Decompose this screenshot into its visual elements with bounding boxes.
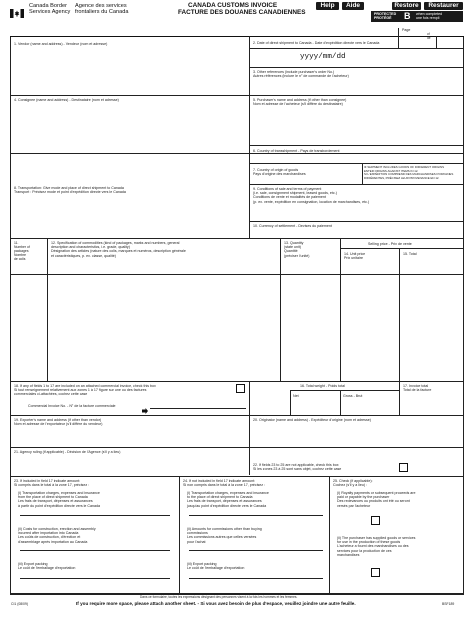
field-14-unit-price-label: 14. Unit price Prix unitaire <box>344 252 366 261</box>
field-6-transshipment-label: 6. Country of transshipment - Pays de transbordement <box>253 149 340 153</box>
restaurer-button[interactable]: Restaurer <box>424 2 463 10</box>
commercial-invoice-input[interactable] <box>150 400 246 408</box>
field-13-quantity-label: 13. Quantity (state unit) Quantité (préciser l'unité) <box>284 241 310 258</box>
field-5-purchaser-input[interactable] <box>253 108 461 144</box>
field-4-consignee-label: 4. Consignee (name and address) - Destinataire (nom et adresse) <box>14 98 119 102</box>
field-24-i-input[interactable] <box>189 508 323 515</box>
protected-badge <box>371 11 463 22</box>
field-24-i-label: (i) Transportation charges, expenses and insurance to the place of direct shipment to Canada Les frais de transport, dépenses et assurances jusqu'au point d'expédition directe vers le Canada <box>187 491 269 508</box>
form-title-fr: FACTURE DES DOUANES CANADIENNES <box>178 9 306 16</box>
commercial-invoice-label: Commercial Invoice No. - N° de la facture commerciale <box>28 404 116 408</box>
page-label: Page <box>402 28 411 32</box>
field-25-label: 25. Check (if applicable): Cochez (s'il y a lieu) : <box>333 479 373 488</box>
agency-name-fr: Agence des services frontaliers du Canada <box>75 3 129 16</box>
field-24-label: 24. If not included in field 17 indicate amount: Si non compris dans le total à la zone 17, précisez : <box>183 479 266 488</box>
field-9-conditions-input[interactable] <box>253 205 461 220</box>
field-2-date-label: 2. Date of direct shipment to Canada - Date d'expédition directe vers le Canada <box>253 41 380 45</box>
protected-letter: B <box>404 11 411 21</box>
field-23-i-input[interactable] <box>20 508 170 515</box>
field-19-exporter-label: 19. Exporter's name and address (if other than vendor) Nom et adresse de l'exportateur (s'il diffère du vendeur) <box>14 418 103 427</box>
arrow-icon <box>142 401 148 407</box>
page-of-label: of de <box>427 32 431 40</box>
field-8-transport-input[interactable] <box>14 196 246 236</box>
net-weight-input[interactable] <box>291 400 339 414</box>
item-total-input[interactable] <box>400 275 463 380</box>
form-title-en: CANADA CUSTOMS INVOICE <box>188 2 278 9</box>
field-18-label: 18. If any of fields 1 to 17 are included on an attached commercial invoice, check this box Si tout renseignement relativement aux zones 1 à 17 figure sur une ou des factures commerciales ci-attachées, cochez cette case <box>14 384 156 397</box>
field-22-checkbox[interactable] <box>399 463 408 472</box>
bar-code-label: BSF189 <box>442 602 455 606</box>
field-23-ii-input[interactable] <box>20 543 170 550</box>
field-7-origin-label: 7. Country of origin of goods Pays d'origine des marchandises <box>253 168 306 177</box>
item-packages-input[interactable] <box>11 275 46 380</box>
field-18-checkbox[interactable] <box>236 384 245 393</box>
item-specification-input[interactable] <box>48 275 279 380</box>
invoice-total-input[interactable] <box>400 393 463 414</box>
item-quantity-input[interactable] <box>281 275 339 380</box>
field-21-ruling-label: 21. Agency ruling (if applicable) - Décision de l'Agence (s'il y a lieu) <box>14 450 121 454</box>
agency-name-en: Canada Border Services Agency <box>29 3 71 16</box>
canada-flag-icon <box>10 5 24 14</box>
field-23-iii-input[interactable] <box>20 571 170 578</box>
field-20-originator-input[interactable] <box>253 426 461 446</box>
field-23-label: 23. If included in field 17 indicate amount: Si compris dans le total à la zone 17, précisez : <box>14 479 90 488</box>
field-9-conditions-label: 9. Conditions of sale and terms of payment (i.e. sale, consignment shipment, leased goods, etc.) Conditions de vente et modalités de paiement (p. ex. vente, expédition en consignation, location de marchandises, etc.) <box>253 187 370 204</box>
field-25-i-checkbox[interactable] <box>371 516 380 525</box>
field-25-ii-label: (ii) The purchaser has supplied goods or services for use in the production of these goods L'acheteur a fourni des marchandises ou des services pour la production de ces marchandises <box>337 536 416 557</box>
field-1-vendor-label: 1. Vendor (name and address) - Vendeur (nom et adresse) <box>14 42 108 46</box>
gross-weight-input[interactable] <box>341 400 398 414</box>
protected-label: PROTECTED PROTÉGÉ <box>374 12 397 21</box>
field-25-ii-checkbox[interactable] <box>371 568 380 577</box>
field-2-date-input[interactable]: yyyy/mm/dd <box>300 53 346 61</box>
field-25-i-label: (i) Royalty payments or subsequent proceeds are paid or payable by the purchaser Des redevances ou produits ont été ou seront versés par l'acheteur <box>337 491 416 508</box>
field-7-origin-note: IF SHIPMENT INCLUDES GOODS OF DIFFERENT ORIGINS ENTER ORIGINS AGAINST ITEMS IN 12. SI L'EXPÉDITION COMPREND DES MARCHANDISES D'ORIGINES DIFFÉRENTES, PRÉCISEZ LEUR PROVENANCE EN 12. <box>364 165 454 180</box>
gross-label: Gross - Brut <box>343 394 363 398</box>
field-24-ii-label: (ii) Amounts for commissions other than buying commissions Les commissions autres que celles versées pour l'achat <box>187 527 262 544</box>
field-15-total-label: 15. Total <box>403 252 417 256</box>
privacy-statement: Dans ce formulaire, toutes les expressions désignant des personnes visent à la fois les hommes et les femmes. <box>140 595 298 599</box>
protected-note: when completed une fois rempli <box>416 12 443 21</box>
field-24-iii-label: (iii) Export packing Le coût de l'emballage d'exportation <box>187 562 245 571</box>
help-button[interactable]: Help <box>316 2 339 10</box>
field-16-weight-label: 16. Total weight - Poids total <box>300 384 345 388</box>
field-23-ii-label: (ii) Costs for construction, erection and assembly incurred after importation into Canada Les coûts de construction, d'érection et d'assemblage après importation au Canada <box>18 527 96 544</box>
field-12-specification-label: 12. Specification of commodities (kind of packages, marks and numbers, general description and characteristics, i.e. grade, quality) Désignation des articles (nature des colis, marques et numéros, description générale et caractéristiques, p. ex. classe, qualité) <box>51 241 186 258</box>
field-23-i-label: (i) Transportation charges, expenses and insurance from the place of direct shipment to Canada Les frais de transport, dépenses et assurances à partir du point d'expédition directe vers le Canada <box>18 491 100 508</box>
field-3-references-input[interactable] <box>253 79 461 94</box>
field-20-originator-label: 20. Originator (name and address) - Expéditeur d'origine (nom et adresse) <box>253 418 371 422</box>
field-10-currency-label: 10. Currency of settlement - Devises du paiement <box>253 224 332 228</box>
field-8-transport-label: 8. Transportation: Give mode and place of direct shipment to Canada Transport : Précisez mode et point d'expédition directe vers le Canada <box>14 186 126 195</box>
field-19-exporter-input[interactable] <box>14 428 246 446</box>
item-unit-price-input[interactable] <box>341 275 398 380</box>
form-number: CI1 (08/09) <box>11 602 28 606</box>
restore-button[interactable]: Restore <box>392 2 421 10</box>
field-11-packages-label: 11. Number of packages Nombre de colis <box>14 241 30 261</box>
field-22-label: 22. If fields 23 to 25 are not applicable, check this box Si les zones 23 à 25 sont sans objet, cochez cette case <box>253 463 342 472</box>
net-label: Net <box>293 394 299 398</box>
field-24-iii-input[interactable] <box>189 571 323 578</box>
aide-button[interactable]: Aide <box>342 2 364 10</box>
field-5-purchaser-label: 5. Purchaser's name and address (if other than consignee) Nom et adresse de l'acheteur (s'il diffère du destinataire) <box>253 98 347 107</box>
more-space-note: If you require more space, please attach another sheet. - Si vous avez besoin de plus d'espace, veuillez joindre une autre feuille. <box>76 601 356 606</box>
field-23-iii-label: (iii) Export packing Le coût de l'emballage d'exportation <box>18 562 76 571</box>
selling-price-label: Selling price - Prix de vente <box>368 242 412 246</box>
field-1-vendor-input[interactable] <box>14 48 246 94</box>
field-4-consignee-input[interactable] <box>14 104 246 152</box>
field-21-ruling-input[interactable] <box>14 456 246 474</box>
field-3-references-label: 3. Other references (include purchaser's order No.) Autres références (inclure le n° de commande de l'acheteur) <box>253 70 349 79</box>
field-17-invoice-total-label: 17. Invoice total Total de la facture <box>403 384 432 393</box>
field-24-ii-input[interactable] <box>189 543 323 550</box>
